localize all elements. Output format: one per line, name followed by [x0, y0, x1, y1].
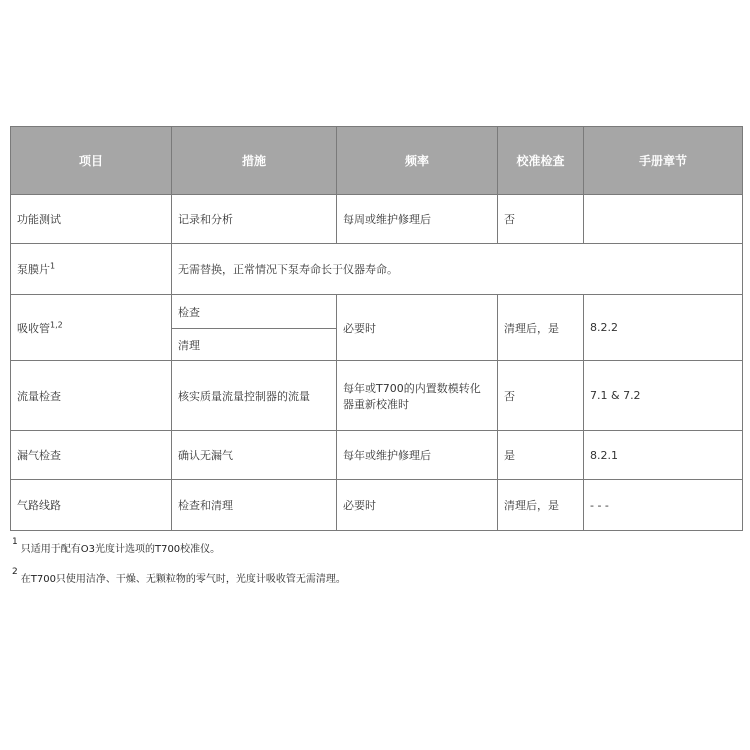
header-measure: 措施 — [172, 127, 337, 195]
footnote — [12, 537, 346, 570]
footnote-number: 2 — [12, 567, 18, 577]
header-frequency: 频率 — [337, 127, 498, 195]
cell-frequency: 每年或T700的内置数模转化器重新校准时 — [337, 361, 498, 431]
cell-chapter: 7.1 & 7.2 — [584, 361, 743, 431]
cell-chapter — [584, 195, 743, 244]
cell-chapter: - - - — [584, 480, 743, 531]
table-row — [11, 195, 743, 244]
cell-measure: 记录和分析 — [172, 195, 337, 244]
cell-calibration: 否 — [498, 361, 584, 431]
header-row — [11, 127, 743, 195]
cell-item: 漏气检查 — [11, 431, 172, 480]
cell-measure: 清理 — [172, 329, 337, 361]
cell-item — [11, 244, 172, 295]
header-item: 项目 — [11, 127, 172, 195]
cell-calibration: 清理后，是 — [498, 295, 584, 361]
cell-item: 功能测试 — [11, 195, 172, 244]
cell-measure: 检查 — [172, 295, 337, 329]
footnote-ref: 1,2 — [50, 319, 63, 329]
footnotes — [12, 537, 346, 600]
cell-frequency: 必要时 — [337, 480, 498, 531]
footnote-number: 1 — [12, 537, 18, 547]
footnote-ref: 1 — [50, 261, 56, 271]
cell-frequency: 每周或维护修理后 — [337, 195, 498, 244]
cell-calibration: 否 — [498, 195, 584, 244]
table-row — [11, 295, 743, 329]
table-row — [11, 244, 743, 295]
cell-calibration: 清理后，是 — [498, 480, 584, 531]
table-row — [11, 431, 743, 480]
cell-item: 气路线路 — [11, 480, 172, 531]
maintenance-table-container — [10, 126, 742, 531]
cell-measure-merged: 无需替换，正常情况下泵寿命长于仪器寿命。 — [172, 244, 743, 295]
cell-chapter: 8.2.1 — [584, 431, 743, 480]
cell-calibration: 是 — [498, 431, 584, 480]
footnote-text: 只适用于配有O3光度计选项的T700校准仪。 — [20, 544, 221, 555]
item-text: 泵膜片 — [17, 263, 50, 276]
footnote-text: 在T700只使用洁净、干燥、无颗粒物的零气时，光度计吸收管无需清理。 — [20, 574, 346, 585]
cell-item: 流量检查 — [11, 361, 172, 431]
header-calibration-check: 校准检查 — [498, 127, 584, 195]
cell-measure: 核实质量流量控制器的流量 — [172, 361, 337, 431]
table-row — [11, 361, 743, 431]
table-row — [11, 480, 743, 531]
header-manual-chapter: 手册章节 — [584, 127, 743, 195]
cell-frequency: 必要时 — [337, 295, 498, 361]
cell-item — [11, 295, 172, 361]
cell-measure: 检查和清理 — [172, 480, 337, 531]
cell-frequency: 每年或维护修理后 — [337, 431, 498, 480]
cell-chapter: 8.2.2 — [584, 295, 743, 361]
footnote — [12, 567, 346, 600]
cell-measure: 确认无漏气 — [172, 431, 337, 480]
maintenance-table — [10, 126, 743, 531]
item-text: 吸收管 — [17, 321, 50, 335]
